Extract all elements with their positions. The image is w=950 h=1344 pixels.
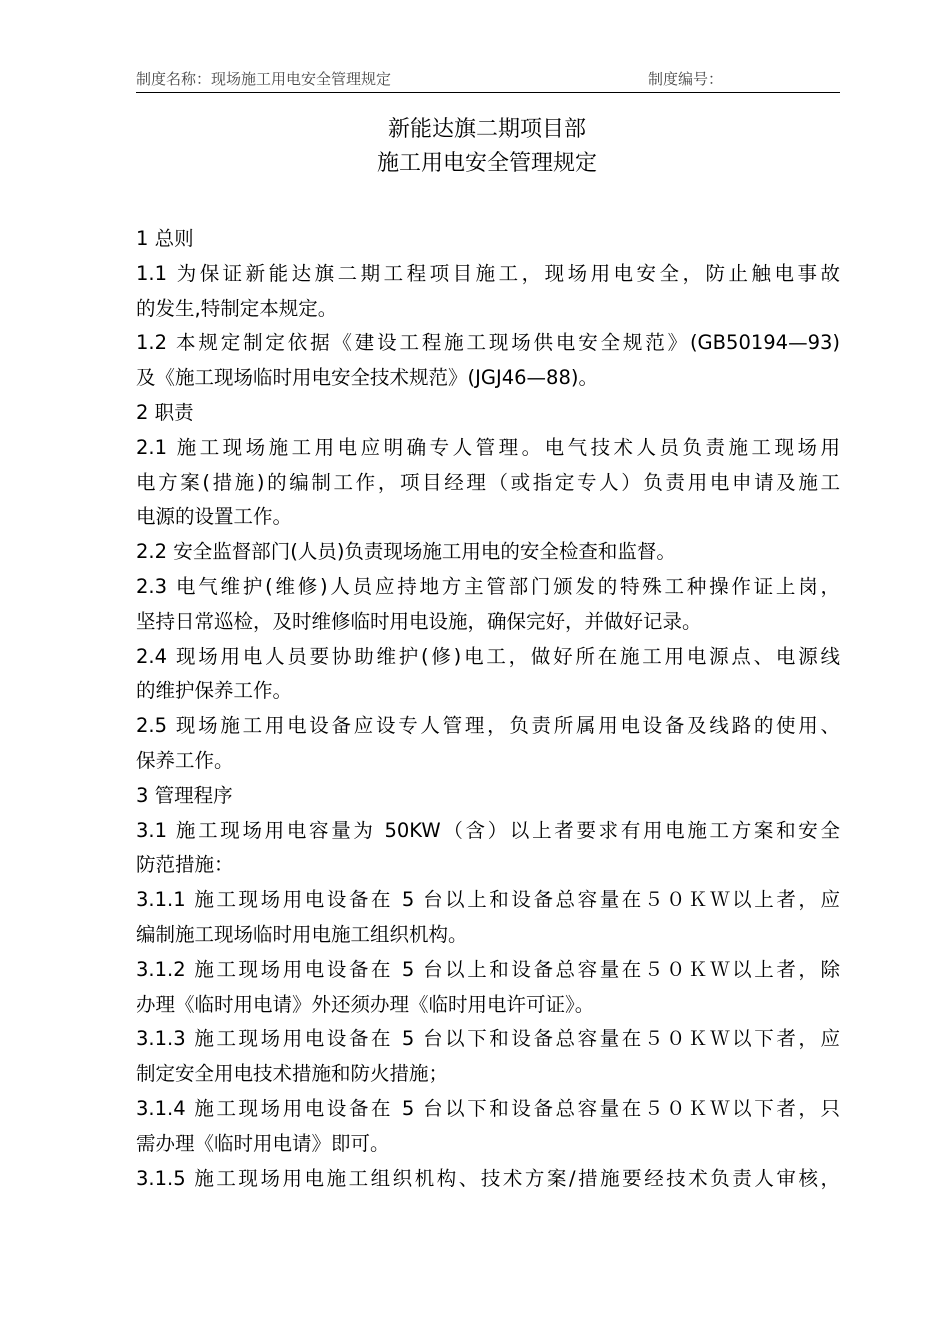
section-heading: 1 总则 [136,227,194,250]
paragraph-line: 保养工作。 [136,748,234,772]
paragraph-line: 编制施工现场临时用电施工组织机构。 [136,922,468,946]
document-title-line-2: 施工用电安全管理规定 [376,151,597,176]
page-header [136,66,840,93]
paragraph-line: 2.3 电气维护(维修)人员应持地方主管部门颁发的特殊工种操作证上岗， [136,574,840,598]
paragraph-line: 防范措施： [136,853,234,877]
paragraph-line: 2.5 现场施工用电设备应设专人管理，负责所属用电设备及线路的使用、 [136,714,840,738]
regulation-number-label: 制度编号： [648,70,724,88]
paragraph-line: 3.1.1 施工现场用电设备在 5 台以上和设备总容量在５０ＫＷ以上者，应 [136,888,840,912]
paragraph-line: 1.2 本规定制定依据《建设工程施工现场供电安全规范》(GB50194—93) [136,331,840,355]
paragraph-line: 电方案(措施)的编制工作，项目经理（或指定专人）负责用电申请及施工 [136,470,840,494]
paragraph-line: 3.1.5 施工现场用电施工组织机构、技术方案/措施要经技术负责人审核， [136,1166,840,1190]
paragraph-line: 3.1.2 施工现场用电设备在 5 台以上和设备总容量在５０ＫＷ以上者，除 [136,957,840,981]
section-heading: 3 管理程序 [136,783,233,807]
paragraph-line: 3.1.3 施工现场用电设备在 5 台以下和设备总容量在５０ＫＷ以下者，应 [136,1027,840,1051]
paragraph-line: 及《施工现场临时用电安全技术规范》(JGJ46—88)。 [136,366,598,390]
paragraph-line: 的发生,特制定本规定。 [136,296,338,320]
paragraph-line: 坚持日常巡检，及时维修临时用电设施，确保完好，并做好记录。 [136,609,702,633]
paragraph-line: 3.1.4 施工现场用电设备在 5 台以下和设备总容量在５０ＫＷ以下者，只 [136,1096,840,1120]
section-heading: 2 职责 [136,400,194,424]
paragraph-line: 2.4 现场用电人员要协助维护(修)电工，做好所在施工用电源点、电源线 [136,644,840,668]
paragraph-line: 2.1 施工现场施工用电应明确专人管理。电气技术人员负责施工现场用 [136,435,840,459]
paragraph-line: 1.1 为保证新能达旗二期工程项目施工，现场用电安全，防止触电事故 [136,261,840,285]
paragraph-line: 需办理《临时用电请》即可。 [136,1131,390,1155]
paragraph-line: 2.2 安全监督部门(人员)负责现场施工用电的安全检查和监督。 [136,540,676,564]
document-title-line-1: 新能达旗二期项目部 [387,117,586,142]
paragraph-line: 3.1 施工现场用电容量为 50KW（含）以上者要求有用电施工方案和安全 [136,818,840,842]
paragraph-line: 电源的设置工作。 [136,505,293,529]
paragraph-line: 的维护保养工作。 [136,679,293,703]
regulation-name: 制度名称：现场施工用电安全管理规定 [136,70,392,88]
document-body [136,222,840,1196]
paragraph-line: 办理《临时用电请》外还须办理《临时用电许可证》。 [136,992,595,1016]
paragraph-line: 制定安全用电技术措施和防火措施； [136,1062,449,1086]
